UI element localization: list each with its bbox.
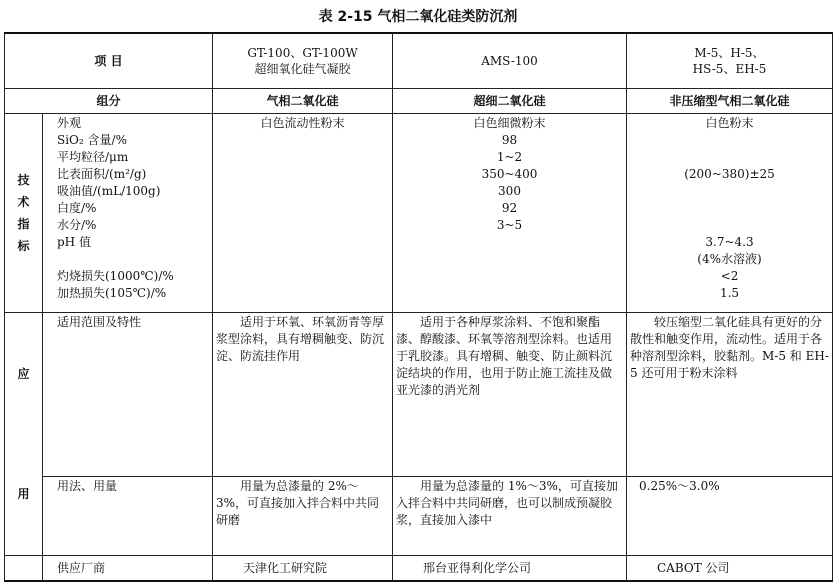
header-col1-line1: GT-100、GT-100W: [247, 46, 358, 60]
value: 白色细微粉末: [473, 116, 546, 130]
value: 3.7~4.3: [705, 235, 754, 249]
header-col2: AMS-100: [393, 33, 627, 89]
tech-side-text: 技术指标: [17, 173, 30, 253]
usage-col1: 用量为总漆量的 2%～3%，可直接加入拌合料中共同研磨: [213, 477, 393, 556]
prop: 比表面积/(m²/g): [57, 167, 147, 181]
prop: 平均粒径/μm: [57, 150, 129, 164]
header-item: 项 目: [5, 33, 213, 89]
header-col1: [213, 33, 393, 89]
value: [630, 132, 829, 149]
value: [630, 183, 829, 200]
scope-col1: 适用于环氧、环氧沥青等厚浆型涂料，具有增稠触变、防沉淀、防流挂作用: [213, 313, 393, 477]
value: 3~5: [496, 218, 523, 232]
table-title: 表 2-15 气相二氧化硅类防沉剂: [318, 9, 518, 25]
tech-col1: [213, 114, 393, 313]
prop: 吸油值/(mL/100g): [57, 184, 161, 198]
scope-col2: 适用于各种厚浆涂料、不饱和聚酯漆、醇酸漆、环氧等溶剂型涂料。也适用于乳胶漆。具有增稠、触变、防止颜料沉淀结块的作用，也用于防止施工流挂及做亚光漆的消光剂: [393, 313, 627, 477]
value: 350~400: [481, 167, 538, 181]
tech-col2: [393, 114, 627, 313]
prop: 白度/%: [57, 201, 97, 215]
usage-col2: 用量为总漆量的 1%～3%，可直接加入拌合料中共同研磨，也可以制成预凝胶浆，直接加入漆中: [393, 477, 627, 556]
supplier-col2: 邢台亚得利化学公司: [393, 556, 627, 582]
value: 1~2: [496, 150, 523, 164]
header-col1-line2: 超细氧化硅气凝胶: [254, 62, 351, 76]
scope-row: [5, 313, 833, 477]
prop: 灼烧损失(1000℃)/%: [57, 269, 174, 283]
usage-row: [5, 477, 833, 556]
value: 300: [498, 184, 521, 198]
app-side-label: [5, 313, 43, 556]
composition-col1: 气相二氧化硅: [213, 89, 393, 114]
tech-side-label: [5, 114, 43, 313]
value: 白色流动性粉末: [260, 116, 345, 130]
supplier-col1: 天津化工研究院: [213, 556, 393, 582]
usage-label: 用法、用量: [43, 477, 213, 556]
prop: SiO₂ 含量/%: [57, 133, 127, 147]
composition-col3: 非压缩型气相二氧化硅: [627, 89, 833, 114]
header-col3-line1: M-5、H-5、: [694, 46, 765, 60]
value: (200~380)±25: [684, 167, 775, 181]
value: [630, 217, 829, 234]
scope-col3: 较压缩型二氧化硅具有更好的分散性和触变作用，流动性。适用于各种溶剂型涂料，胶黏剂。M-5 和 EH-5 还可用于粉末涂料: [627, 313, 833, 477]
supplier-spacer: [5, 556, 43, 582]
header-col3: [627, 33, 833, 89]
supplier-label: 供应厂商: [43, 556, 213, 582]
composition-label: 组分: [5, 89, 213, 114]
additive-table: [4, 32, 833, 582]
prop: 外观: [57, 116, 82, 130]
prop: 加热损失(105℃)/%: [57, 286, 167, 300]
supplier-row: [5, 556, 833, 582]
header-row: [5, 33, 833, 89]
composition-row: [5, 89, 833, 114]
value: 白色粉末: [705, 116, 754, 130]
composition-col2: 超细二氧化硅: [393, 89, 627, 114]
tech-col3: [627, 114, 833, 313]
tech-row: [5, 114, 833, 313]
prop: [57, 251, 209, 268]
value: (4%水溶液): [697, 252, 762, 266]
prop: pH 值: [57, 235, 91, 249]
scope-label: 适用范围及特性: [43, 313, 213, 477]
usage-col3: 0.25%～3.0%: [627, 477, 833, 556]
value: 98: [501, 133, 518, 147]
value: 1.5: [719, 286, 740, 300]
prop: 水分/%: [57, 218, 97, 232]
value: <2: [720, 269, 739, 283]
value: [630, 200, 829, 217]
supplier-col3: CABOT 公司: [627, 556, 833, 582]
value: [630, 149, 829, 166]
header-col3-line2: HS-5、EH-5: [692, 62, 767, 76]
value: 92: [501, 201, 518, 215]
tech-props: [43, 114, 213, 313]
app-side-text: 应用: [17, 367, 30, 501]
